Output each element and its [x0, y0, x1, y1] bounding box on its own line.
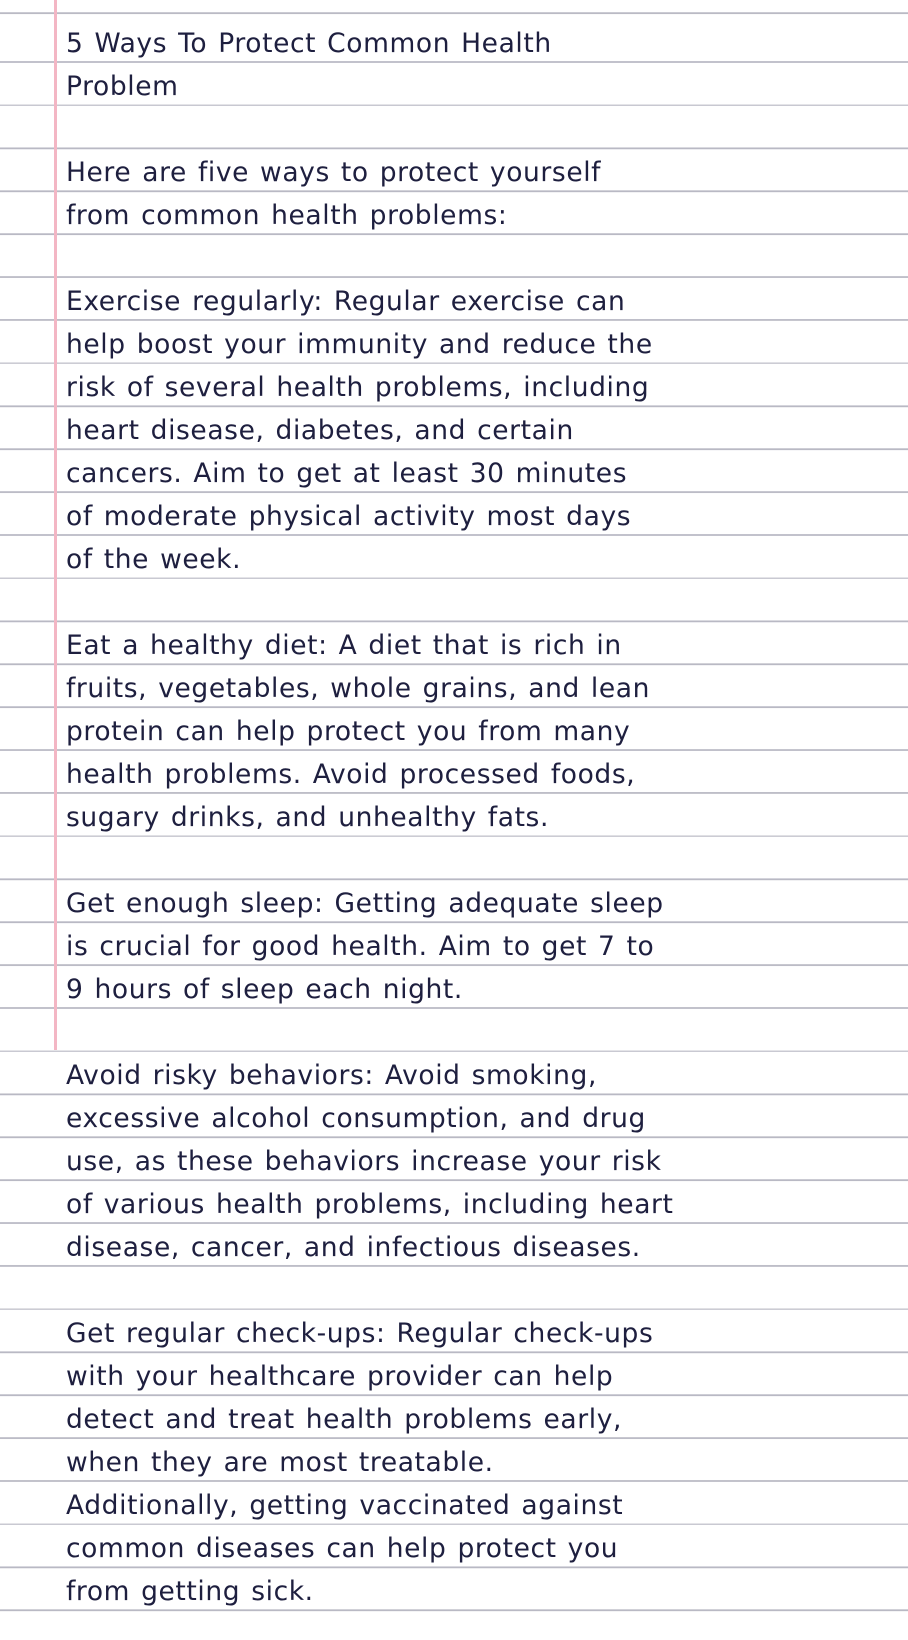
text-line: help boost your immunity and reduce the	[66, 329, 653, 360]
text-line: heart disease, diabetes, and certain	[66, 415, 574, 446]
tip-diet	[66, 624, 896, 839]
text-line: of the week.	[66, 544, 242, 575]
text-line: cancers. Aim to get at least 30 minutes	[66, 458, 628, 489]
tip-avoid-risky-behaviors	[66, 1054, 896, 1269]
text-line: Get enough sleep: Getting adequate sleep	[66, 888, 664, 919]
text-line: when they are most treatable.	[66, 1447, 494, 1478]
blank-line	[66, 1011, 896, 1054]
text-line: Additionally, getting vaccinated against	[66, 1490, 624, 1521]
text-line: of moderate physical activity most days	[66, 501, 632, 532]
tip-check-ups	[66, 1312, 896, 1613]
text-line: Avoid risky behaviors: Avoid smoking,	[66, 1060, 597, 1091]
text-line: Here are five ways to protect yourself	[66, 157, 602, 188]
text-line: health problems. Avoid processed foods,	[66, 759, 636, 790]
note-title	[66, 22, 896, 108]
text-line: common diseases can help protect you	[66, 1533, 619, 1564]
blank-line	[66, 237, 896, 280]
text-line: detect and treat health problems early,	[66, 1404, 623, 1435]
tip-exercise	[66, 280, 896, 581]
text-line: Get regular check-ups: Regular check-ups	[66, 1318, 654, 1349]
text-line: 9 hours of sleep each night.	[66, 974, 463, 1005]
text-line: of various health problems, including heart	[66, 1189, 674, 1220]
text-line: excessive alcohol consumption, and drug	[66, 1103, 646, 1134]
text-line: from getting sick.	[66, 1576, 314, 1607]
text-line: use, as these behaviors increase your risk	[66, 1146, 662, 1177]
tip-sleep	[66, 882, 896, 1011]
blank-line	[66, 839, 896, 882]
note-page	[66, 22, 896, 1613]
text-line: risk of several health problems, including	[66, 372, 650, 403]
text-line: from common health problems:	[66, 200, 508, 231]
title-line: 5 Ways To Protect Common Health	[66, 28, 552, 59]
text-line: with your healthcare provider can help	[66, 1361, 614, 1392]
text-line: is crucial for good health. Aim to get 7 to	[66, 931, 655, 962]
margin-line	[54, 0, 57, 1050]
text-line: protein can help protect you from many	[66, 716, 631, 747]
intro-paragraph	[66, 151, 896, 237]
blank-line	[66, 581, 896, 624]
text-line: Eat a healthy diet: A diet that is rich in	[66, 630, 622, 661]
title-line: Problem	[66, 71, 179, 102]
blank-line	[66, 108, 896, 151]
text-line: fruits, vegetables, whole grains, and lean	[66, 673, 651, 704]
text-line: sugary drinks, and unhealthy fats.	[66, 802, 549, 833]
blank-line	[66, 1269, 896, 1312]
text-line: disease, cancer, and infectious diseases.	[66, 1232, 641, 1263]
text-line: Exercise regularly: Regular exercise can	[66, 286, 626, 317]
